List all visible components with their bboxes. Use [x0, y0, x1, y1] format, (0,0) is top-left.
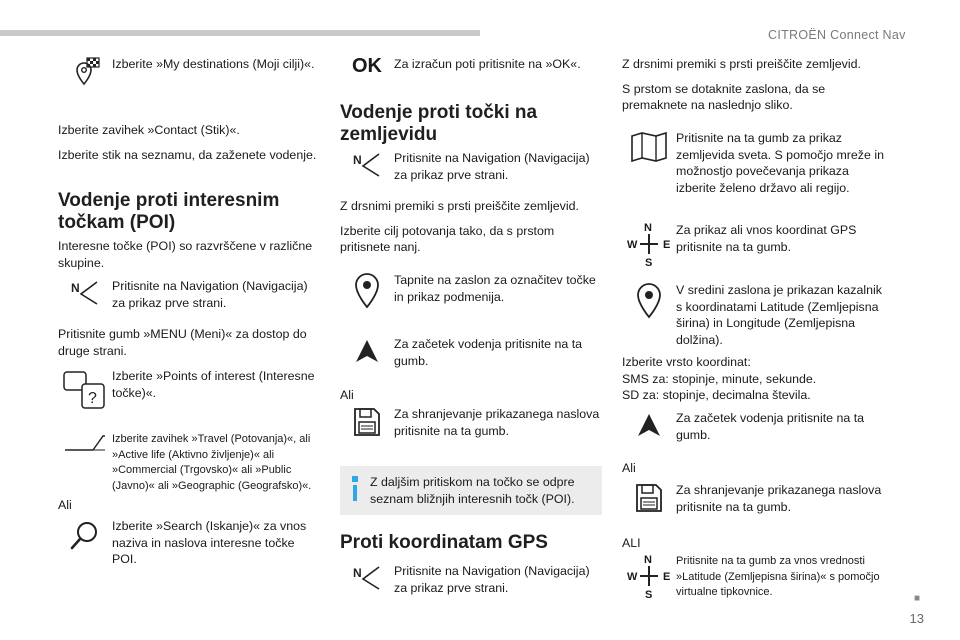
world-map-icon [622, 130, 676, 164]
sms-text: SMS za: stopinje, minute, sekunde. [622, 371, 817, 386]
compass-s: S [645, 257, 653, 269]
note-text: Z daljšim pritiskom na točko se odpre seznam bližnjih interesnih točk (POI). [370, 475, 575, 506]
contact-text [58, 122, 320, 171]
header-bar [0, 30, 480, 36]
ali-2: Ali [340, 388, 354, 402]
coord-type-block [622, 354, 884, 404]
guidance-arrow-icon [340, 336, 394, 366]
svg-text:N: N [353, 153, 362, 167]
compass-n: N [644, 222, 652, 234]
ali-3: Ali [622, 461, 636, 475]
nav-row-1 [58, 278, 320, 311]
poi-select-text: Izberite »Points of interest (Interesne točke)«. [112, 369, 315, 400]
menu-text: Pritisnite gumb »MENU (Meni)« za dostop do druge strani. [58, 327, 307, 358]
coord-type-text: Izberite vrsto koordinat: [622, 355, 751, 369]
compass-n: N [644, 554, 652, 566]
touch-text: S prstom se dotaknite zaslona, da se premaknete na naslednjo sliko. [622, 81, 826, 113]
search-icon [58, 518, 112, 554]
ok-icon: OK [352, 55, 382, 77]
navigation-icon [340, 150, 394, 180]
save-row-3 [622, 482, 884, 515]
nav-press-text: Pritisnite na Navigation (Navigacija) za prikaz prve strani. [112, 279, 308, 310]
tab-icon [58, 432, 112, 454]
drag-text-3: Z drsnimi premiki s prsti preiščite zemljevid. [622, 57, 861, 71]
compass-e: E [663, 571, 671, 583]
tap-text: Tapnite na zaslon za označitev točke in prikaz podmenija. [394, 273, 596, 304]
compass-e: E [663, 239, 671, 251]
col2-drag-block [340, 198, 602, 264]
compass-w: W [627, 239, 638, 251]
contact-tab-text: Izberite zavihek »Contact (Stik)«. [58, 123, 240, 137]
poi-category-icon [58, 368, 112, 410]
page-number: 13 [909, 611, 924, 626]
compass-w: W [627, 571, 638, 583]
save-text-2: Za shranjevanje prikazanega naslova pritisnite na ta gumb. [394, 407, 600, 438]
map-pin-icon [622, 282, 676, 320]
compass-icon [622, 554, 676, 601]
ali-upper: ALI [622, 536, 641, 550]
header-title: CITROËN Connect Nav [768, 28, 906, 42]
coords-text: Za prikaz ali vnos koordinat GPS pritisnite na ta gumb. [676, 223, 857, 254]
compass-icon [622, 222, 676, 269]
ok-text: Za izračun poti pritisnite na »OK«. [394, 57, 581, 71]
flag-pin-icon [58, 56, 112, 92]
map-heading: Vodenje proti točki na zemljevidu [340, 102, 538, 145]
info-note [340, 466, 602, 515]
save-icon [622, 482, 676, 514]
search-text: Izberite »Search (Iskanje)« za vnos naziva in naslova interesne točke POI. [112, 519, 307, 567]
nav-press-text-2: Pritisnite na Navigation (Navigacija) za prikaz prve strani. [394, 151, 590, 182]
gps-heading: Proti koordinatam GPS [340, 532, 548, 553]
world-text: Pritisnite na ta gumb za prikaz zemljevida sveta. S pomočjo mreže in možnostjo povečevanja prikaza izberite želeno državo ali regijo. [676, 131, 884, 195]
travel-row [58, 432, 320, 494]
map-pin-icon [340, 272, 394, 310]
save-text-3: Za shranjevanje prikazanega naslova pritisnite na ta gumb. [676, 483, 882, 514]
nav-press-text-3: Pritisnite na Navigation (Navigacija) za prikaz prve strani. [394, 564, 590, 595]
col3-intro [622, 56, 884, 122]
poi-intro: Interesne točke (POI) so razvrščene v različne skupine. [58, 239, 313, 270]
mydest-row [58, 56, 320, 92]
search-row [58, 518, 320, 568]
travel-text: Izberite zavihek »Travel (Potovanja)«, ali »Active life (Aktivno življenje)« ali »Commercial (Trgovsko)« ali »Public (Javno)« ali »Geographic (Geografsko)«. [112, 433, 312, 492]
start-text-3: Za začetek vodenja pritisnite na ta gumb. [676, 411, 865, 442]
svg-text:?: ? [88, 390, 97, 407]
guidance-arrow-icon [622, 410, 676, 440]
start-text-2: Za začetek vodenja pritisnite na ta gumb. [394, 337, 583, 368]
nav-row-3 [340, 563, 602, 596]
navigation-icon [340, 563, 394, 593]
center-row [622, 282, 884, 348]
start-row-2 [340, 336, 602, 369]
drag-text: Z drsnimi premiki s prsti preiščite zemljevid. [340, 199, 579, 213]
select-dest-text: Izberite cilj potovanja tako, da s prstom pritisnete nanj. [340, 223, 555, 255]
svg-text:N: N [71, 281, 80, 295]
ali-1: Ali [58, 498, 72, 512]
footer-marker: ■ [913, 593, 920, 604]
compass-s: S [645, 589, 653, 601]
nav-row-2 [340, 150, 602, 183]
keyboard-row [622, 554, 884, 601]
coords-row [622, 222, 884, 269]
sd-text: SD za: stopinje, decimalna števila. [622, 388, 811, 403]
center-text: V sredini zaslona je prikazan kazalnik s koordinatami Latitude (Zemljepisna širina) in Longitude (Zemljepisna dolžina). [676, 283, 882, 347]
save-icon [340, 406, 394, 438]
mydest-text: Izberite »My destinations (Moji cilji)«. [112, 57, 315, 71]
svg-text:N: N [353, 566, 362, 580]
ok-row [340, 56, 602, 75]
save-row-2 [340, 406, 602, 439]
navigation-icon [58, 278, 112, 308]
start-row-3 [622, 410, 884, 443]
info-icon [348, 474, 362, 507]
keyboard-text: Pritisnite na ta gumb za vnos vrednosti »Latitude (Zemljepisna širina)« s pomočjo virtualne tipkovnice. [676, 555, 880, 598]
poi-select-row [58, 368, 320, 410]
contact-list-text: Izberite stik na seznamu, da zaženete vodenje. [58, 147, 317, 162]
tap-row [340, 272, 602, 310]
world-row [622, 130, 884, 196]
poi-heading: Vodenje proti interesnim točkam (POI) [58, 190, 280, 233]
